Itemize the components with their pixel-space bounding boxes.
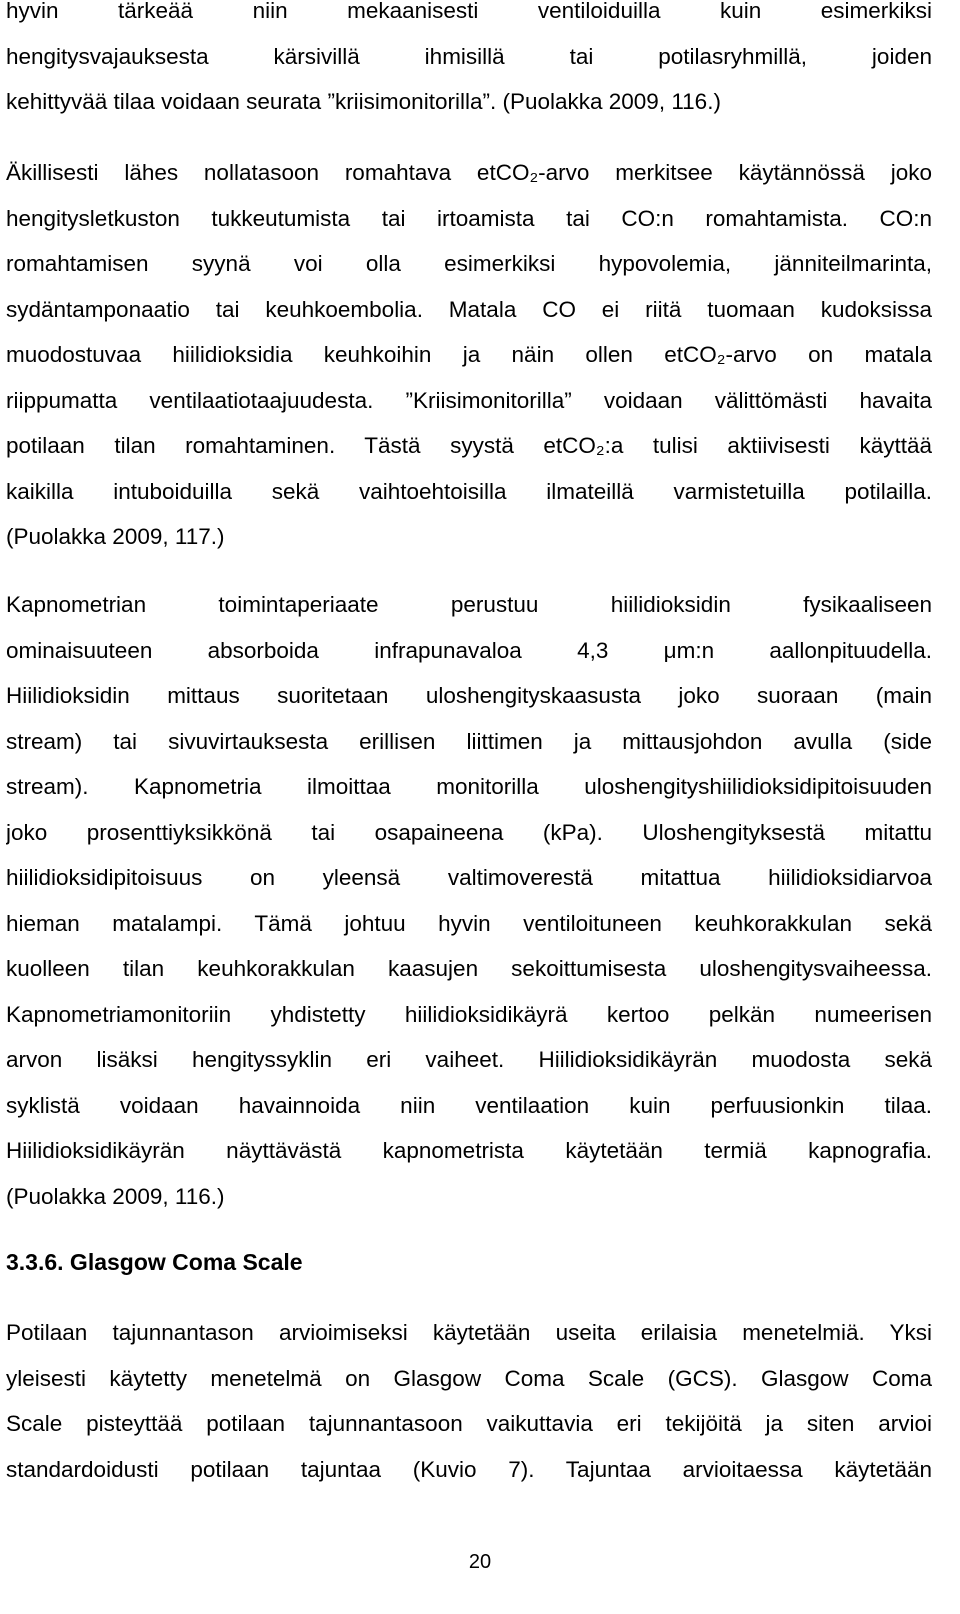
text-line: Äkillisesti lähes nollatasoon romahtava etCO₂-arvo merkitsee käytännössä joko xyxy=(6,160,932,185)
text-line: stream) tai sivuvirtauksesta erillisen liittimen ja mittausjohdon avulla (side xyxy=(6,728,932,754)
paragraph-ventilation-monitoring xyxy=(6,0,932,125)
text-line: hengitysletkuston tukkeutumista tai irtoamista tai CO:n romahtamista. CO:n xyxy=(6,205,932,231)
text-line: Kapnometrian toimintaperiaate perustuu hiilidioksidin fysikaaliseen xyxy=(6,592,932,617)
text-line: hengitysvajauksesta kärsivillä ihmisillä tai potilasryhmillä, joiden xyxy=(6,43,932,69)
text-line: Hiilidioksidin mittaus suoritetaan uloshengityskaasusta joko suoraan (main xyxy=(6,683,932,708)
text-line: hieman matalampi. Tämä johtuu hyvin ventiloituneen keuhkorakkulan sekä xyxy=(6,910,932,936)
paragraph-glasgow-coma-scale xyxy=(6,1310,932,1492)
text-line: kehittyvää tilaa voidaan seurata ”kriisimonitorilla”. (Puolakka 2009, 116.) xyxy=(6,89,721,114)
text-line: Kapnometriamonitoriin yhdistetty hiilidioksidikäyrä kertoo pelkän numeerisen xyxy=(6,1001,932,1027)
paragraph-etco2-collapse xyxy=(6,150,932,560)
text-line: Scale pisteyttää potilaan tajunnantasoon vaikuttavia eri tekijöitä ja siten arvioi xyxy=(6,1411,932,1436)
text-line: romahtamisen syynä voi olla esimerkiksi hypovolemia, jänniteilmarinta, xyxy=(6,251,932,276)
text-line: hyvin tärkeää niin mekaanisesti ventiloiduilla kuin esimerkiksi xyxy=(6,0,932,23)
text-line: (Puolakka 2009, 116.) xyxy=(6,1183,225,1209)
text-line: potilaan tilan romahtaminen. Tästä syystä etCO₂:a tulisi aktiivisesti käyttää xyxy=(6,433,932,458)
text-line: riippumatta ventilaatiotaajuudesta. ”Kriisimonitorilla” voidaan välittömästi havaita xyxy=(6,387,932,413)
text-line: ominaisuuteen absorboida infrapunavaloa 4,3 μm:n aallonpituudella. xyxy=(6,637,932,663)
text-line: arvon lisäksi hengityssyklin eri vaiheet. Hiilidioksidikäyrän muodosta sekä xyxy=(6,1047,932,1072)
text-line: hiilidioksidipitoisuus on yleensä valtimoverestä mitattua hiilidioksidiarvoa xyxy=(6,865,932,890)
page-number: 20 xyxy=(468,1551,492,1573)
text-line: syklistä voidaan havainnoida niin ventilaation kuin perfuusionkin tilaa. xyxy=(6,1092,932,1118)
text-line: (Puolakka 2009, 117.) xyxy=(6,524,225,549)
text-line: Potilaan tajunnantason arvioimiseksi käytetään useita erilaisia menetelmiä. Yksi xyxy=(6,1320,932,1345)
text-line: kaikilla intuboiduilla sekä vaihtoehtoisilla ilmateillä varmistetuilla potilailla. xyxy=(6,478,932,504)
text-line: kuolleen tilan keuhkorakkulan kaasujen sekoittumisesta uloshengitysvaiheessa. xyxy=(6,956,932,981)
text-line: Hiilidioksidikäyrän näyttävästä kapnometrista käytetään termiä kapnografia. xyxy=(6,1138,932,1163)
text-line: muodostuvaa hiilidioksidia keuhkoihin ja näin ollen etCO₂-arvo on matala xyxy=(6,342,932,367)
text-line: stream). Kapnometria ilmoittaa monitorilla uloshengityshiilidioksidipitoisuuden xyxy=(6,774,932,799)
text-line: standardoidusti potilaan tajuntaa (Kuvio 7). Tajuntaa arvioitaessa käytetään xyxy=(6,1456,932,1482)
text-line: yleisesti käytetty menetelmä on Glasgow Coma Scale (GCS). Glasgow Coma xyxy=(6,1365,932,1391)
section-heading: 3.3.6. Glasgow Coma Scale xyxy=(6,1249,303,1275)
text-line: joko prosenttiyksikkönä tai osapaineena (kPa). Uloshengityksestä mitattu xyxy=(6,819,932,845)
paragraph-capnometry-principle xyxy=(6,582,932,1219)
text-line: sydäntamponaatio tai keuhkoembolia. Matala CO ei riitä tuomaan kudoksissa xyxy=(6,296,932,322)
